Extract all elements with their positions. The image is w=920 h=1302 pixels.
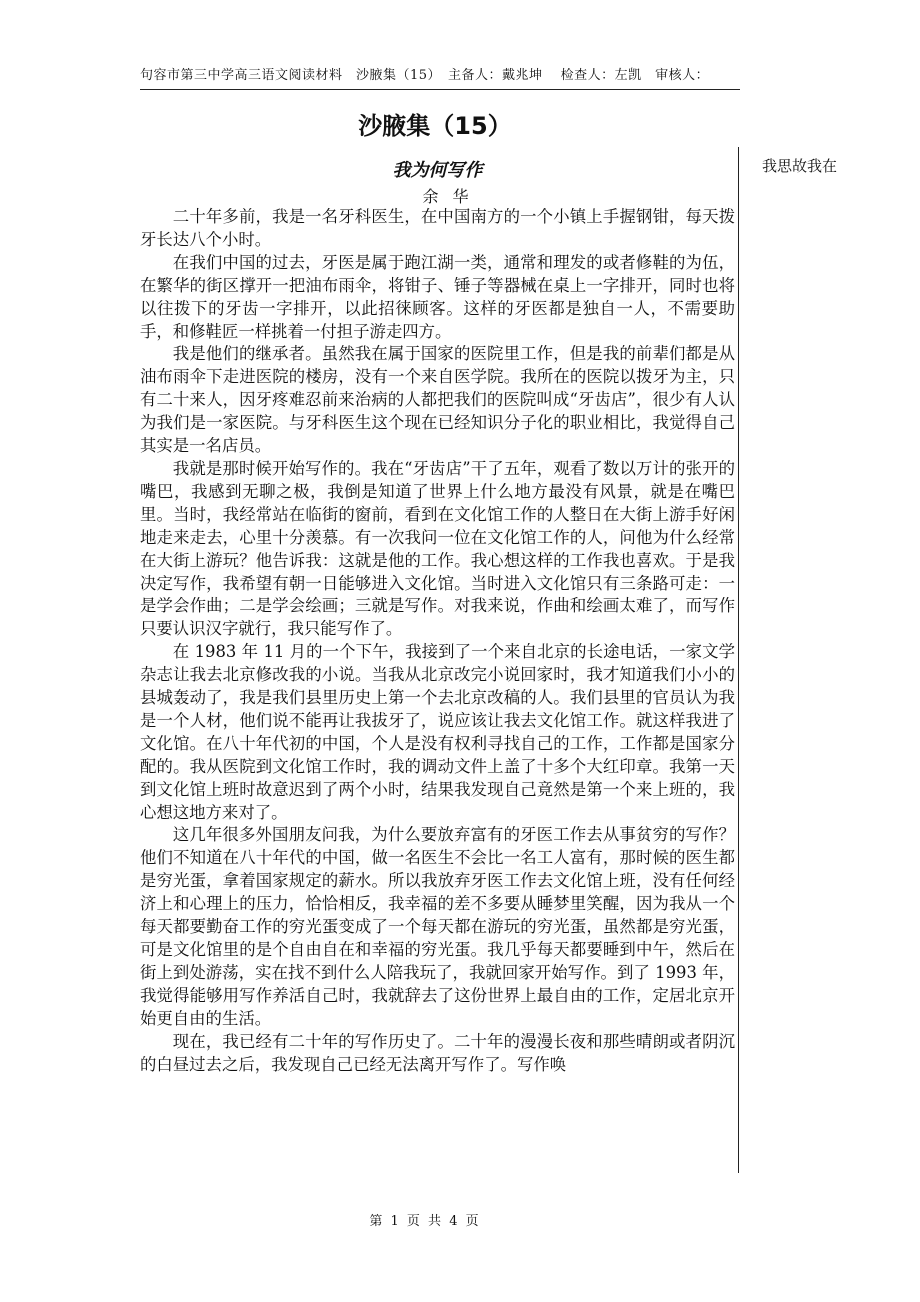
paragraph: 我就是那时候开始写作的。我在“牙齿店”干了五年，观看了数以万计的张开的嘴巴，我感到无聊之极，我倒是知道了世界上什么地方最没有风景，就是在嘴巴里。当时，我经常站在临街的窗前，看到在文化馆工作的人整日在大街上游手好闲地走来走去，心里十分羡慕。有一次我问一位在文化馆工作的人，问他为什么经常在大街上游玩？他告诉我：这就是他的工作。我心想这样的工作我也喜欢。于是我决定写作，我希望有朝一日能够进入文化馆。当时进入文化馆只有三条路可走：一是学会作曲；二是学会绘画；三就是写作。对我来说，作曲和绘画太难了，而写作只要认识汉字就行，我只能写作了。 [140, 458, 735, 639]
margin-note: 我思故我在 [762, 157, 838, 175]
paragraph: 在我们中国的过去，牙医是属于跑江湖一类，通常和理发的或者修鞋的为伍，在繁华的街区撑开一把油布雨伞，将钳子、锤子等器械在桌上一字排开，同时也将以往拨下的牙齿一字排开，以此招徕顾客。这样的牙医都是独自一人，不需要助手，和修鞋匠一样挑着一付担子游走四方。 [140, 252, 735, 341]
article-body [140, 206, 735, 1076]
paragraph: 二十年多前，我是一名牙科医生，在中国南方的一个小镇上手握钢钳，每天拨牙长达八个小时。 [140, 207, 735, 249]
margin-divider [738, 147, 739, 1173]
paragraph: 这几年很多外国朋友问我，为什么要放弃富有的牙医工作去从事贫穷的写作？他们不知道在八十年代的中国，做一名医生不会比一名工人富有，那时候的医生都是穷光蛋，拿着国家规定的薪水。所以我放弃牙医工作去文化馆上班，没有任何经济上和心理上的压力，恰恰相反，我幸福的差不多要从睡梦里笑醒，因为我从一个每天都要勤奋工作的穷光蛋变成了一个每天都在游玩的穷光蛋，虽然都是穷光蛋，可是文化馆里的是个自由自在和幸福的穷光蛋。我几乎每天都要睡到中午，然后在街上到处游荡，实在找不到什么人陪我玩了，我就回家开始写作。到了 1993 年，我觉得能够用写作养活自己时，我就辞去了这份世界上最自由的工作，定居北京开始更自由的生活。 [140, 825, 735, 1028]
paragraph: 现在，我已经有二十年的写作历史了。二十年的漫漫长夜和那些晴朗或者阴沉的白昼过去之后，我发现自己已经无法离开写作了。写作唤 [140, 1031, 735, 1074]
article-author: 余华 [422, 187, 483, 206]
paragraph: 在 1983 年 11 月的一个下午，我接到了一个来自北京的长途电话，一家文学杂志让我去北京修改我的小说。当我从北京改完小说回家时，我才知道我们小小的县城轰动了，我是我们县里历史上第一个去北京改稿的人。我们县里的官员认为我是一个人材，他们说不能再让我拔牙了，说应该让我去文化馆工作。就这样我进了文化馆。在八十年代初的中国，个人是没有权利寻找自己的工作，工作都是国家分配的。我从医院到文化馆工作时，我的调动文件上盖了十多个大红印章。我第一天到文化馆上班时故意迟到了两个小时，结果我发现自己竟然是第一个来上班的，我心想这地方来对了。 [140, 642, 735, 822]
page-footer: 第 1 页 共 4 页 [369, 1214, 481, 1229]
collection-title: 沙腋集（15） [358, 112, 512, 140]
paragraph: 我是他们的继承者。虽然我在属于国家的医院里工作，但是我的前辈们都是从油布雨伞下走进医院的楼房，没有一个来自医学院。我所在的医院以拨牙为主，只有二十来人，因牙疼难忍前来治病的人都把我们的医院叫成“牙齿店”，很少有人认为我们是一家医院。与牙科医生这个现在已经知识分子化的职业相比，我觉得自己其实是一名店员。 [140, 344, 735, 456]
article-title: 我为何写作 [392, 160, 483, 181]
page-header: 句容市第三中学高三语文阅读材料 沙腋集（15） 主备人：戴兆坤 检查人：左凯 审核人： [140, 64, 740, 90]
